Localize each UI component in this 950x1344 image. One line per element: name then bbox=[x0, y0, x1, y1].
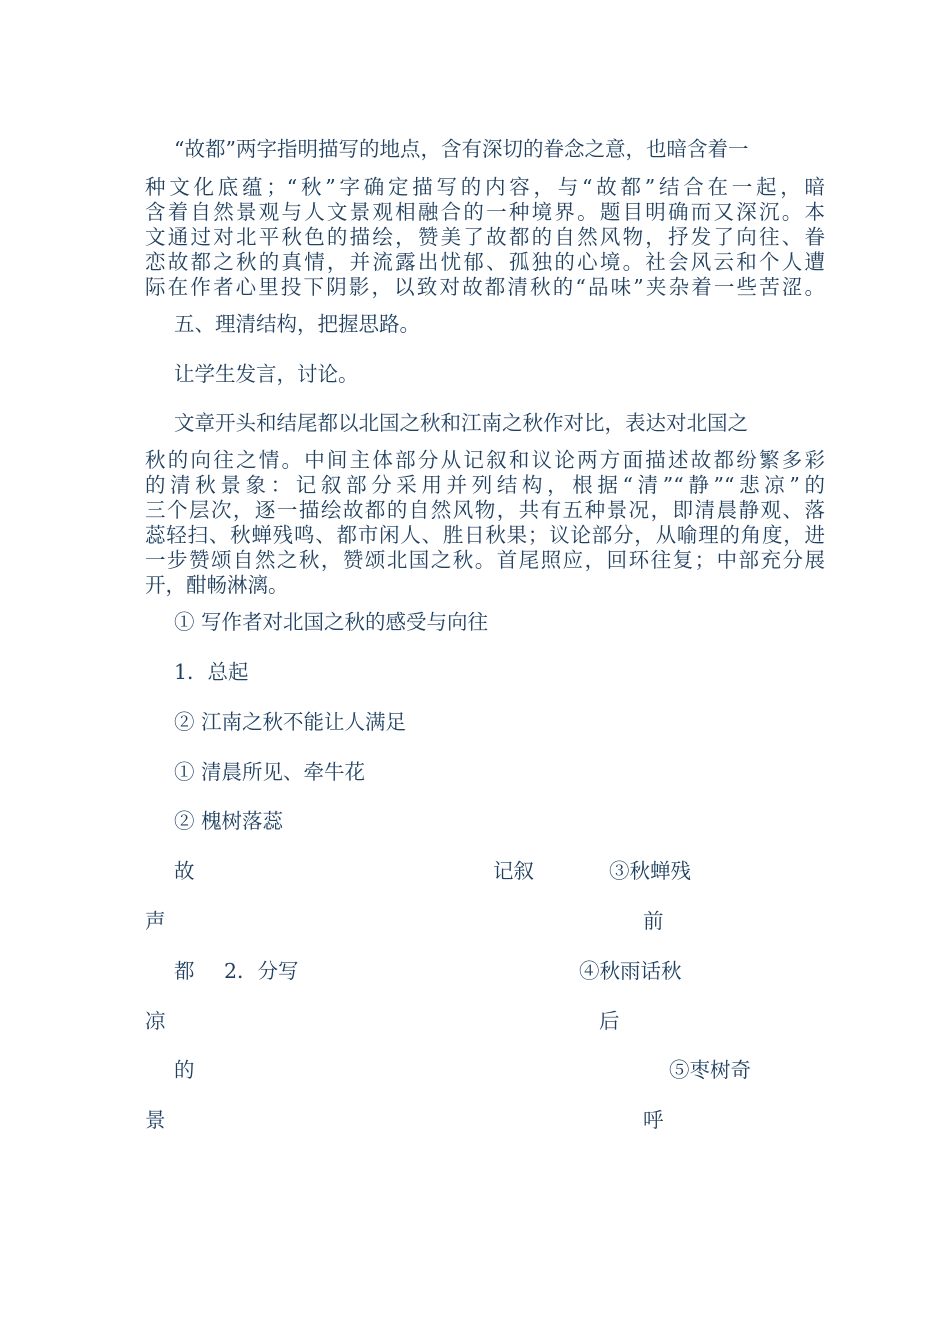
outline-hou: 后 bbox=[599, 1009, 620, 1033]
outline-du: 都 bbox=[174, 959, 195, 983]
para2-body bbox=[145, 448, 825, 598]
outline-de: 的 bbox=[174, 1058, 195, 1082]
para2-row: 三个层次，逐一描绘故都的自然风物，共有五种景况，即清晨静观、落 bbox=[145, 498, 825, 522]
para1-row: 际在作者心里投下阴影，以致对故都清秋的“品味”夹杂着一些苦涩。 bbox=[145, 275, 825, 299]
para2-first-line: 文章开头和结尾都以北国之秋和江南之秋作对比，表达对北国之 bbox=[174, 411, 748, 435]
outline-liang: 凉 bbox=[145, 1009, 166, 1033]
outline-hu: 呼 bbox=[643, 1108, 664, 1132]
outline-part2: 2．分写 bbox=[224, 959, 299, 983]
outline-rain: ④秋雨话秋 bbox=[579, 959, 682, 983]
discussion-line: 让学生发言，讨论。 bbox=[174, 362, 359, 386]
outline-qian: 前 bbox=[643, 909, 664, 933]
para2-row: 的清秋景象：记叙部分采用并列结构，根据“清”“静”“悲凉”的 bbox=[145, 473, 825, 497]
outline-jujube: ⑤枣树奇 bbox=[669, 1058, 751, 1082]
para2-row: 一步赞颂自然之秋，赞颂北国之秋。首尾照应，回环往复；中部充分展 bbox=[145, 548, 825, 572]
para2-row: 蕊轻扫、秋蝉残鸣、都市闲人、胜日秋果；议论部分，从喻理的角度，进 bbox=[145, 523, 825, 547]
outline-item-b: ② 江南之秋不能让人满足 bbox=[174, 710, 407, 734]
outline-total: 1．总起 bbox=[174, 660, 249, 684]
outline-gu: 故 bbox=[174, 859, 195, 883]
para2-row: 秋的向往之情。中间主体部分从记叙和议论两方面描述故都纷繁多彩 bbox=[145, 448, 825, 472]
outline-narrate: 记叙 bbox=[493, 859, 534, 883]
para1-first-line: “故都”两字指明描写的地点，含有深切的眷念之意，也暗含着一 bbox=[174, 137, 749, 161]
outline-sheng: 声 bbox=[145, 909, 166, 933]
outline-morning: ① 清晨所见、牵牛花 bbox=[174, 760, 366, 784]
para1-body bbox=[145, 175, 825, 300]
outline-jing: 景 bbox=[145, 1108, 166, 1132]
para1-row: 文通过对北平秋色的描绘，赞美了故都的自然风物，抒发了向往、眷 bbox=[145, 225, 825, 249]
para2-row: 开，酣畅淋漓。 bbox=[145, 573, 289, 597]
para1-row: 恋故都之秋的真情，并流露出忧郁、孤独的心境。社会风云和个人遭 bbox=[145, 250, 825, 274]
section-heading-5: 五、理清结构，把握思路。 bbox=[174, 312, 420, 336]
para1-row: 含着自然景观与人文景观相融合的一种境界。题目明确而又深沉。本 bbox=[145, 200, 825, 224]
outline-pagoda: ② 槐树落蕊 bbox=[174, 809, 284, 833]
outline-item-a: ① 写作者对北国之秋的感受与向往 bbox=[174, 610, 489, 634]
para1-row: 种文化底蕴；“秋”字确定描写的内容，与“故都”结合在一起，暗 bbox=[145, 175, 825, 199]
outline-cicada: ③秋蝉残 bbox=[609, 859, 691, 883]
